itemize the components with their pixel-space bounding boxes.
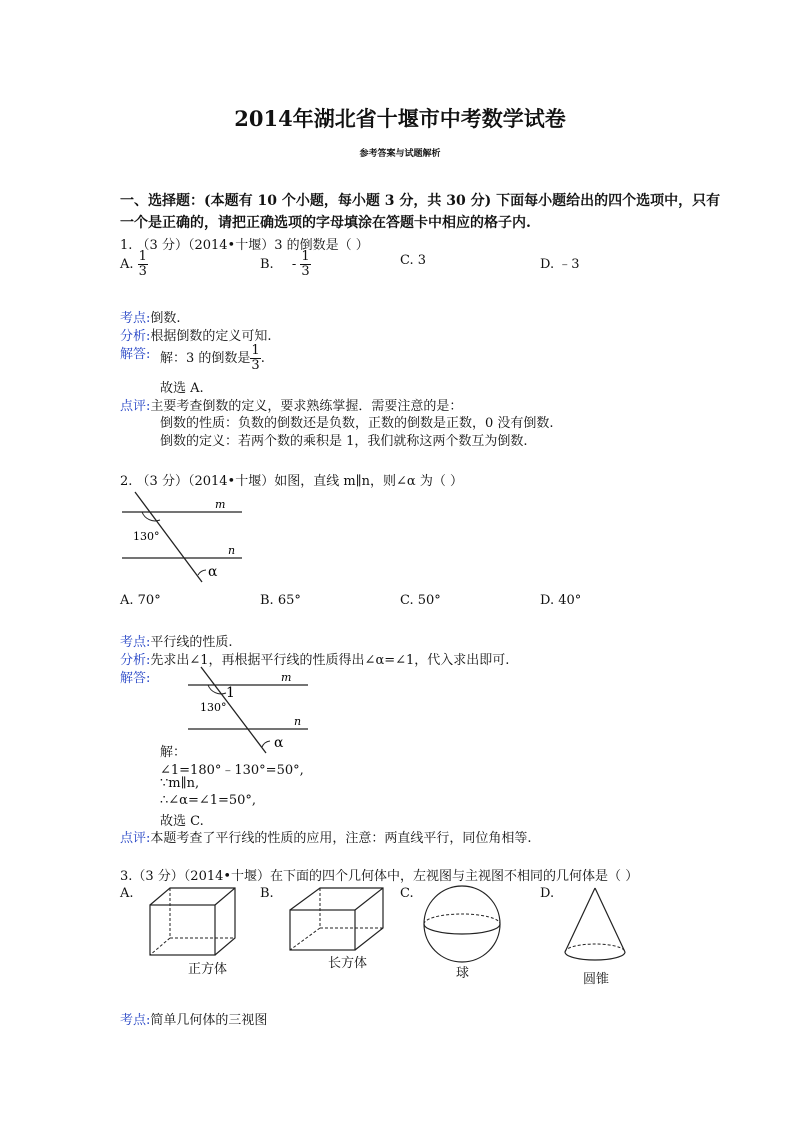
dianping-label: 点评: <box>120 399 151 414</box>
label-130: 130° <box>133 530 160 543</box>
q2-solution-4: ∴∠α=∠1=50°, <box>160 793 257 808</box>
label-n: n <box>294 715 302 728</box>
fraction-denominator: 3 <box>251 358 260 373</box>
fenxi-text: 根据倒数的定义可知. <box>150 329 272 344</box>
q3-option-b: B. <box>260 886 274 901</box>
q2-solution-figure <box>186 665 316 757</box>
sphere-figure <box>420 884 505 964</box>
q1-option-d: D. ﹣3 <box>540 257 580 272</box>
label-m: m <box>215 498 226 511</box>
fraction-denominator: 3 <box>138 264 147 279</box>
angle-arc <box>208 685 226 694</box>
solution-fraction <box>250 344 260 373</box>
q2-solution-3: ∵m∥n, <box>160 776 200 791</box>
q1-fenxi <box>120 325 272 344</box>
q1-option-b-sign: - <box>291 257 297 272</box>
section-heading-line1: 一、选择题：(本题有 10 个小题，每小题 3 分，共 30 分) 下面每小题给出的四个选项中，只有 <box>120 193 721 209</box>
q1-option-a-letter: A. <box>120 257 134 272</box>
kaodian-label: 考点: <box>120 635 151 650</box>
kaodian-text: 平行线的性质. <box>150 635 233 650</box>
fraction-numerator: 1 <box>301 249 310 264</box>
q2-dianping <box>120 827 532 846</box>
solution-text: 解：3 的倒数是 <box>160 351 251 366</box>
label-n: n <box>228 544 236 557</box>
q1-dianping-3: 倒数的定义：若两个数的乘积是 1，我们就称这两个数互为倒数. <box>160 434 528 449</box>
q1-option-a-fraction <box>138 250 148 279</box>
q3-option-a: A. <box>120 886 134 901</box>
page-title: 2014年湖北省十堰市中考数学试卷 <box>234 106 566 131</box>
cone-caption: 圆锥 <box>583 972 610 987</box>
q2-figure <box>120 490 250 585</box>
cube-figure <box>145 885 240 960</box>
q1-option-b-letter: B. <box>260 257 274 272</box>
dianping-text: 主要考查倒数的定义，要求熟练掌握．需要注意的是： <box>150 399 463 414</box>
q1-choose: 故选 A. <box>160 381 204 396</box>
label-130: 130° <box>200 701 227 714</box>
q1-stem: 1. （3 分）（2014•十堰）3 的倒数是（ ） <box>120 238 369 253</box>
alpha-arc <box>262 741 270 747</box>
section-heading-line2: 一个是正确的，请把正确选项的字母填涂在答题卡中相应的格子内. <box>120 215 531 231</box>
q3-stem: 3.（3 分）（2014•十堰）在下面的四个几何体中，左视图与主视图不相同的几何体是（ ） <box>120 869 639 884</box>
q3-option-d: D. <box>540 886 555 901</box>
q1-kaodian <box>120 307 181 326</box>
kaodian-label: 考点: <box>120 311 151 326</box>
fraction-numerator: 1 <box>251 343 260 358</box>
q1-jieda-label: 解答: <box>120 347 151 362</box>
q2-option-b: B. 65° <box>260 593 301 608</box>
q2-option-c: C. 50° <box>400 593 441 608</box>
label-alpha: α <box>274 735 284 751</box>
q1-option-a <box>120 250 148 279</box>
label-alpha: α <box>208 564 218 580</box>
dianping-label: 点评: <box>120 831 151 846</box>
cube-caption: 正方体 <box>188 962 228 977</box>
kaodian-text: 倒数. <box>150 311 181 326</box>
q1-option-c: C. 3 <box>400 253 427 268</box>
fenxi-label: 分析: <box>120 329 151 344</box>
kaodian-text: 简单几何体的三视图 <box>150 1013 268 1028</box>
q2-stem: 2. （3 分）（2014•十堰）如图，直线 m∥n，则∠α 为（ ） <box>120 474 463 489</box>
q3-kaodian <box>120 1009 267 1028</box>
q2-solution-2: ∠1=180°﹣130°=50°, <box>160 763 304 778</box>
q3-option-c: C. <box>400 886 414 901</box>
q2-jieda-label: 解答: <box>120 671 151 686</box>
q1-option-b <box>260 250 311 279</box>
cuboid-caption: 长方体 <box>328 956 368 971</box>
label-m: m <box>281 671 292 684</box>
dianping-text: 本题考查了平行线的性质的应用，注意：两直线平行，同位角相等. <box>150 831 532 846</box>
solution-end: . <box>260 351 265 366</box>
kaodian-label: 考点: <box>120 1013 151 1028</box>
cuboid-figure <box>285 885 385 955</box>
cone-figure <box>560 885 630 965</box>
q2-solution-5: 故选 C. <box>160 814 204 829</box>
fenxi-text: 先求出∠1，再根据平行线的性质得出∠α=∠1，代入求出即可. <box>150 653 510 668</box>
q1-option-b-fraction <box>300 250 310 279</box>
q2-kaodian <box>120 631 233 650</box>
page-subtitle: 参考答案与试题解析 <box>359 149 441 159</box>
label-1: 1 <box>226 685 235 701</box>
q2-solution-1: 解： <box>160 745 187 760</box>
sphere-caption: 球 <box>456 966 470 981</box>
q2-option-a: A. 70° <box>120 593 161 608</box>
alpha-arc <box>198 570 206 575</box>
q1-dianping-2: 倒数的性质：负数的倒数还是负数，正数的倒数是正数，0 没有倒数. <box>160 416 554 431</box>
fraction-denominator: 3 <box>301 264 310 279</box>
fenxi-label: 分析: <box>120 653 151 668</box>
q2-option-d: D. 40° <box>540 593 582 608</box>
fraction-numerator: 1 <box>138 249 147 264</box>
q1-solution <box>160 344 265 373</box>
